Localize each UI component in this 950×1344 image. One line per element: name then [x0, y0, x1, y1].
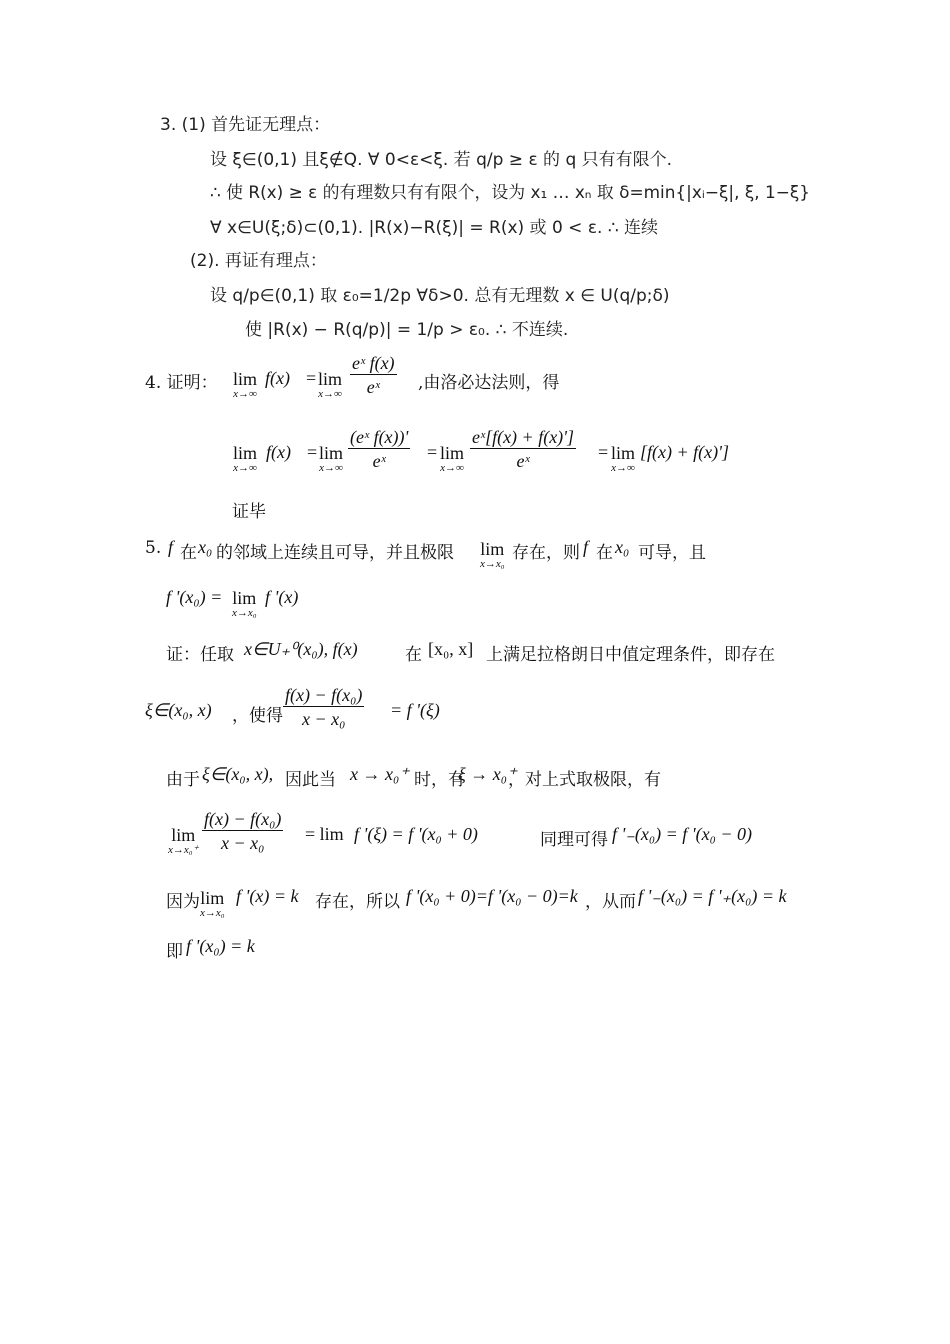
- p4-lim-2: lim x→∞: [318, 369, 343, 400]
- p4-fx-1: f(x): [265, 368, 290, 388]
- p4-label: 4. 证明：: [145, 373, 218, 393]
- p5-xi-a: ξ∈(x₀, x): [145, 700, 212, 720]
- p5-zai-1: 在: [180, 543, 197, 563]
- p5-frac-2: $\frac{\text{f(x) − f(x₀)}}{\text{x − x₀}}$: [204, 809, 282, 853]
- p4-frac-1: [350, 352, 397, 399]
- p5-since-a: 由于: [166, 770, 200, 790]
- lim-word: lim: [233, 369, 258, 389]
- p4-frac-2: $\frac{\text{(eˣ f(x))'}}{\text{eˣ}}$: [350, 427, 409, 471]
- p5-proof-d: [x₀, x]: [428, 639, 474, 659]
- p4-lim-3: lim x→∞: [233, 443, 258, 474]
- hw-line-5: (2). 再证有理点：: [190, 251, 327, 271]
- hw-line-6: 设 q/p∈(0,1) 取 ε₀=1/2p ∀δ>0. 总有无理数 x ∈ U(q/p;δ): [210, 286, 670, 306]
- p4-end: 证毕: [232, 502, 266, 522]
- p5-final-b: f '(x₀) = k: [186, 936, 255, 956]
- p4-fx-2: f(x): [266, 442, 291, 462]
- p5-limline-tail: f '(ξ) = f '(x₀ + 0): [354, 824, 478, 844]
- p5-f-2: f: [583, 537, 589, 557]
- hw-line-1: 3. (1) 首先证无理点：: [160, 115, 331, 135]
- p5-x0-1: x₀: [198, 537, 213, 557]
- p5-number: 5.: [145, 538, 162, 558]
- p5-lim-1: lim x→x₀: [480, 539, 505, 570]
- p4-eq-2: =: [307, 442, 318, 462]
- p5-because-f: f '₋(x₀) = f '₊(x₀) = k: [638, 886, 787, 906]
- lim-sub: x→∞: [233, 388, 257, 400]
- p4-lim-6: lim x→∞: [611, 443, 636, 474]
- p5-xi-b: ，使得: [232, 706, 283, 726]
- p5-because-c: 存在，所以: [315, 892, 400, 912]
- p5-since-c: 因此当: [285, 770, 336, 790]
- p5-because-b: f '(x) = k: [236, 886, 299, 906]
- p4-frac-3: $\frac{\text{eˣ[f(x) + f(x)']}}{\text{eˣ}}$: [472, 427, 575, 471]
- p5-zai-2: 在: [596, 543, 613, 563]
- p5-proof-e: 上满足拉格朗日中值定理条件，即存在: [486, 645, 775, 665]
- p5-frac-1: $\frac{\text{f(x) − f(x₀)}}{\text{x − x₀}}$: [285, 685, 363, 729]
- p5-limline-mid: = lim: [305, 824, 344, 844]
- p5-since-g: ，对上式取极限，有: [508, 770, 661, 790]
- p5-lim-3: lim x→x₀⁺: [168, 825, 199, 856]
- p5-eq-head: f '(x₀) =: [166, 587, 223, 607]
- denominator: eˣ: [366, 377, 380, 397]
- p5-since-f: ξ → x₀⁺: [458, 764, 517, 784]
- hw-line-2: 设 ξ∈(0,1) 且ξ∉Q. ∀ 0<ε<ξ. 若 q/p ≥ ε 的 q 只有有限个.: [210, 150, 673, 170]
- hw-line-7: 使 |R(x) − R(q/p)| = 1/p > ε₀. ∴ 不连续.: [245, 320, 569, 340]
- p5-desc: 的邻域上连续且可导，并且极限: [216, 543, 454, 563]
- p5-x0-2: x₀: [615, 537, 630, 557]
- p5-proof-c: 在: [405, 645, 422, 665]
- p5-final-a: 即: [166, 942, 183, 962]
- p4-eq-1: =: [306, 368, 317, 388]
- p5-derivable: 可导，且: [638, 543, 706, 563]
- p5-because-a: 因为: [166, 892, 200, 912]
- hw-line-4: ∀ x∈U(ξ;δ)⊂(0,1). |R(x)−R(ξ)| = R(x) 或 0 < ε. ∴ 连续: [210, 218, 659, 238]
- p4-eq-4: =: [598, 442, 609, 462]
- p4-eq-3: =: [427, 442, 438, 462]
- p5-since-b: ξ∈(x₀, x),: [202, 764, 274, 784]
- p4-tail-1: ,由洛必达法则，得: [418, 373, 560, 393]
- p5-lim-2: lim x→x₀: [232, 588, 257, 619]
- p4-lim-1: [233, 370, 257, 400]
- p5-xi-c: = f '(ξ): [390, 700, 440, 720]
- p5-because-e: ，从而: [585, 892, 636, 912]
- p5-since-e: 时，有: [414, 770, 465, 790]
- handwritten-proof-image: [150, 102, 820, 352]
- numerator: eˣ f(x): [352, 353, 395, 373]
- p5-similar-b: f '₋(x₀) = f '(x₀ − 0): [612, 824, 752, 844]
- p5-lim-4: lim x→x₀: [200, 888, 225, 919]
- p5-exist: 存在，则: [512, 543, 580, 563]
- p5-eq-tail: f '(x): [265, 587, 299, 607]
- hw-line-3: ∴ 使 R(x) ≥ ε 的有理数只有有限个，设为 x₁ … xₙ 取 δ=min{|xᵢ−ξ|, ξ, 1−ξ}: [210, 183, 810, 203]
- p5-proof-a: 证：任取: [166, 645, 234, 665]
- p5-since-d: x → x₀⁺: [350, 764, 409, 784]
- p5-f: f: [168, 537, 174, 557]
- p5-because-d: f '(x₀ + 0)=f '(x₀ − 0)=k: [406, 886, 578, 906]
- p4-lim-5: lim x→∞: [440, 443, 465, 474]
- p4-tail-2: [f(x) + f(x)']: [640, 442, 729, 462]
- p5-proof-b: x∈U₊⁰(x₀), f(x): [244, 639, 358, 659]
- p4-lim-4: lim x→∞: [319, 443, 344, 474]
- p5-similar-a: 同理可得: [540, 830, 608, 850]
- handwritten-proof-scan: [150, 102, 820, 352]
